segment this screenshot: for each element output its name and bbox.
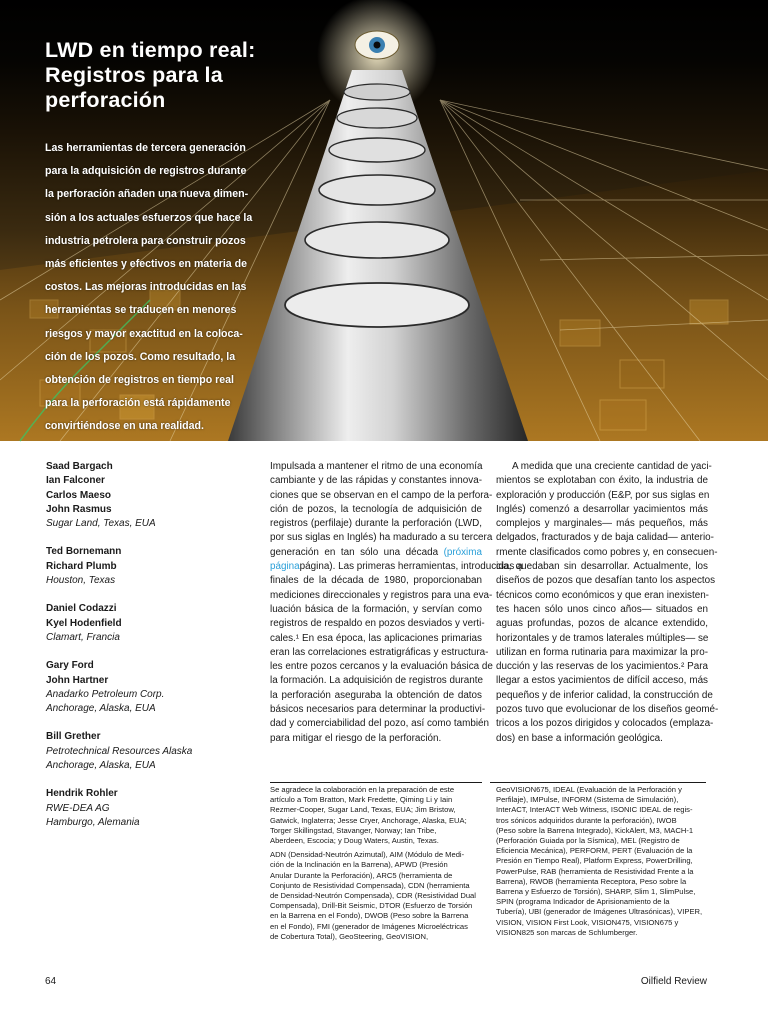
author-name: Daniel Codazzi (46, 603, 117, 615)
body-line: finales de la década de 1980, proporcionaban (270, 575, 482, 587)
author-name: Bill Grether (46, 731, 101, 743)
footnote-line: (Perforación Guiada por la Sísmica), MEL (Registro de (496, 836, 680, 846)
body-line: diseños de pozos que desafían tanto los aspectos (496, 575, 716, 587)
footnote-line: en la Barrena en el Fondo), DWOB (Peso sobre la Barrena (270, 911, 469, 921)
footnote-line: Anular Durante la Perforación), ARC5 (herramienta de (270, 870, 453, 880)
lead-line: más eficientes y efectivos en materia de (45, 258, 247, 271)
footnote-line: PowerPulse, RAB (herramienta de Resistividad Frente a la (496, 866, 694, 876)
body-line: delgados, fracturados y de baja calidad— anterio- (496, 532, 714, 544)
footnote-line: VISION, VISION First Look, VISION475, VISION675 y (496, 917, 679, 927)
body-line: exploración y producción (E&P, por sus siglas en (496, 489, 710, 501)
author-affiliation: Anchorage, Alaska, EUA (46, 703, 156, 715)
footnote-line: en el Fondo), FMI (generador de Imágenes Microeléctricas (270, 921, 468, 931)
footnote-line: GeoVISION675, IDEAL (Evaluación de la Perforación y (496, 785, 682, 794)
lead-line: herramientas se traducen en menores (45, 304, 237, 317)
body-line: por sus siglas en Inglés) ha madurado a su tercera (270, 532, 493, 544)
body-line: eran las correlaciones estratigráficas y estructura- (270, 646, 489, 658)
author-name: John Hartner (46, 674, 109, 686)
lead-line: industria petrolera para construir pozos (45, 234, 246, 247)
author-affiliation: Clamart, Francia (46, 631, 120, 643)
body-line: dos) en base a información geológica. (496, 732, 663, 744)
body-line: ducción y las reservas de los yacimientos.² Para (496, 661, 708, 673)
author-name: Saad Bargach (46, 461, 113, 472)
body-line: complejos y marginales— más pequeños, más (496, 518, 708, 530)
author-affiliation: Anchorage, Alaska, EUA (46, 760, 156, 772)
footnote-line: Compensada), Drill-Bit Seismic, DTOR (Esfuerzo de Torsión (270, 901, 473, 911)
lead-line: sión a los actuales esfuerzos que hace la (45, 211, 253, 224)
footnote-column-1 (270, 785, 485, 942)
author-affiliation: RWE-DEA AG (46, 802, 110, 814)
author-name: Hendrik Rohler (46, 788, 118, 800)
body-line: técnicos como económicos y que eran inexisten- (496, 589, 709, 601)
footnote-line: de Cobertura Total), GeoSteering, GeoVISION, (270, 931, 429, 941)
footnote-line: Torger Skillingstad, Stavanger, Norway; Ian Tribe, (270, 825, 437, 835)
author-affiliation: Hamburgo, Alemania (46, 816, 140, 828)
footnote-line: (Peso sobre la Barrena Integrado), KickAlert, M3, MACH-1 (496, 825, 694, 835)
body-line: aguas profundas, pozos de alcance extendido, (496, 618, 708, 630)
footnote-line: Perfilaje), IMPulse, INFORM (Sistema de Simulación), (496, 795, 679, 805)
body-line: registros (perfilaje) durante la perforación (LWD, (270, 518, 482, 530)
body-column-1 (270, 460, 523, 746)
author-group (46, 787, 251, 830)
footnote-divider (490, 782, 706, 783)
body-line: la perforación aseguraba la obtención de datos (270, 689, 482, 701)
body-line: dad y comerciabilidad del pozo, así como también (270, 718, 490, 730)
footnote-line: Presión en Tiempo Real), Platform Express, PowerDrilling, (496, 856, 693, 866)
body-column-2 (496, 460, 719, 746)
author-group (46, 659, 251, 716)
author-group (46, 730, 251, 773)
title-line: Registros para la perforación (45, 63, 223, 112)
author-list (46, 460, 251, 844)
footnote-line: Gatwick, Inglaterra; Jesse Cryer, Anchorage, Alaska, EUA; (270, 815, 467, 825)
footnote-line: Rezmer-Cooper, Sugar Land, Texas, EUA; Jim Bristow, (270, 805, 456, 815)
body-line: utilizan en forma rutinaria para maximizar la pro- (496, 646, 708, 658)
author-name: Kyel Hodenfield (46, 617, 122, 629)
lead-line: para la adquisición de registros durante (45, 165, 247, 178)
footnote-line: InterACT, InterACT Web Witness, ISONIC IDEAL de regis- (496, 805, 693, 815)
body-line: para mitigar el riesgo de la perforación. (270, 732, 442, 744)
author-affiliation: Houston, Texas (46, 575, 116, 587)
body-text: generación en tan sólo una década (270, 546, 439, 558)
body-line (270, 560, 523, 574)
body-line: luación básica de la formación, y servían como (270, 603, 482, 615)
body-line: les entre pozos cercanos y la evaluación básica de (270, 661, 493, 673)
body-line: cia, quedaban sin desarrollar. Actualmente, los (496, 561, 708, 573)
footnote-line: ción de la Inclinación en la Barrena), APWD (Presión (270, 860, 448, 870)
lead-line: convirtiéndose en una realidad. (45, 420, 204, 433)
body-line: mientos se explotaban con éxito, la industria de (496, 475, 708, 487)
next-page-link-cont[interactable]: página (270, 561, 300, 573)
title-line: LWD en tiempo real: (45, 38, 256, 62)
lead-line: costos. Las mejoras introducidas en las (45, 281, 247, 294)
footnote-line: Aberdeen, Escocia; y Doug Waters, Austin, Texas. (270, 836, 439, 846)
footnote-line: artículo a Tom Bratton, Mark Fredette, Qiming Li y Iain (270, 795, 453, 805)
body-line: rmente clasificados como pobres y, en consecuen- (496, 546, 718, 558)
lead-paragraph (45, 137, 280, 439)
author-group (46, 460, 251, 531)
body-line: Inglés) comenzó a desarrollar yacimientos más (496, 503, 708, 515)
lead-line: obtención de registros en tiempo real (45, 374, 234, 387)
body-line: mediciones direccionales y registros para una eva- (270, 589, 493, 601)
body-line: pequeños y de inferior calidad, la construcción de (496, 689, 713, 701)
body-line: cales.¹ En esa época, las aplicaciones primarias (270, 632, 482, 644)
footnote-line: Barrena), RWOB (herramienta Receptora, Peso sobre la (496, 876, 687, 886)
author-affiliation: Sugar Land, Texas, EUA (46, 518, 156, 530)
body-line: tricos a los pozos dirigidos y colocados (emplaza- (496, 718, 714, 730)
article-title (45, 38, 280, 113)
body-line: Impulsada a mantener el ritmo de una economía (270, 461, 483, 472)
author-affiliation: Petrotechnical Resources Alaska (46, 745, 193, 757)
lead-line: la perforación añaden una nueva dimen- (45, 188, 249, 201)
author-name: Richard Plumb (46, 560, 117, 572)
body-line: básicos necesarios para determinar la productivi- (270, 704, 486, 716)
next-page-link[interactable]: (próxima (443, 546, 482, 558)
body-line: tes hacen sólo unos cinco años— situados en (496, 603, 708, 615)
body-line: pozos tuvo que evolucionar de los diseños geomé- (496, 704, 719, 716)
author-name: Carlos Maeso (46, 489, 112, 501)
body-line: cambiante y de las rápidas y constantes innova- (270, 475, 482, 487)
footnote-line: VISION825 son marcas de Schlumberger. (496, 927, 638, 937)
footnote-divider (270, 782, 482, 783)
body-line: ción de pozos, la tecnología de adquisición de (270, 503, 482, 515)
author-group (46, 545, 251, 588)
footnote-line: de Densidad-Neutrón Compensada), CDR (Resistividad Dual (270, 891, 476, 901)
lead-line: para la perforación está rápidamente (45, 397, 231, 410)
footnote-line: ADN (Densidad-Neutrón Azimutal), AIM (Módulo de Medi- (270, 850, 465, 860)
footnote-column-2 (496, 785, 711, 938)
lead-line: Las herramientas de tercera generación (45, 142, 246, 154)
body-line (270, 546, 482, 560)
journal-name: Oilfield Review (640, 976, 707, 987)
author-name: Gary Ford (46, 660, 94, 672)
footnote-line: Barrena y Esfuerzo de Torsión), SHARP, Slim 1, SlimPulse, (496, 887, 696, 897)
body-text: página). Las primeras herramientas, introducidas a (299, 561, 523, 573)
body-line: horizontales y de tramos laterales múltiples— se (496, 632, 709, 644)
lead-line: ción de los pozos. Como resultado, la (45, 350, 236, 363)
footnote-line: Eficiencia Mecánica), PERFORM, PERT (Evaluación de la (496, 846, 693, 856)
author-name: Ian Falconer (46, 475, 105, 487)
page-number: 64 (45, 976, 57, 987)
lead-line: riesgos y mayor exactitud en la coloca- (45, 327, 243, 340)
footnote-line: tros sónicos adquiridos durante la perforación), IWOB (496, 815, 677, 825)
body-line: la formación. La adquisición de registros durante (270, 675, 483, 687)
hero-banner (0, 0, 768, 441)
author-name: Ted Bornemann (46, 546, 122, 558)
body-line: ciones que se observan en el campo de la perfora- (270, 489, 493, 501)
footnote-line: SPIN (programa Indicador de Aprisionamiento de la (496, 897, 670, 907)
eye-icon (355, 31, 399, 59)
footnote-line: Se agradece la colaboración en la preparación de este (270, 785, 455, 794)
author-affiliation: Anadarko Petroleum Corp. (46, 688, 165, 700)
body-line: A medida que una creciente cantidad de yaci- (512, 461, 712, 472)
author-group (46, 602, 251, 645)
footnote-line: Conjunto de Resistividad Compensada), CDN (herramienta (270, 880, 470, 890)
hero-text-block (45, 38, 280, 439)
body-line: llegar a estos yacimientos de difícil acceso, más (496, 675, 708, 687)
footnote-line: Tubería), UBI (generador de Imágenes Ultrasónicas), VIPER, (496, 907, 703, 917)
author-name: John Rasmus (46, 503, 112, 515)
body-line: registros de respaldo en pozos desviados y verti- (270, 618, 485, 630)
